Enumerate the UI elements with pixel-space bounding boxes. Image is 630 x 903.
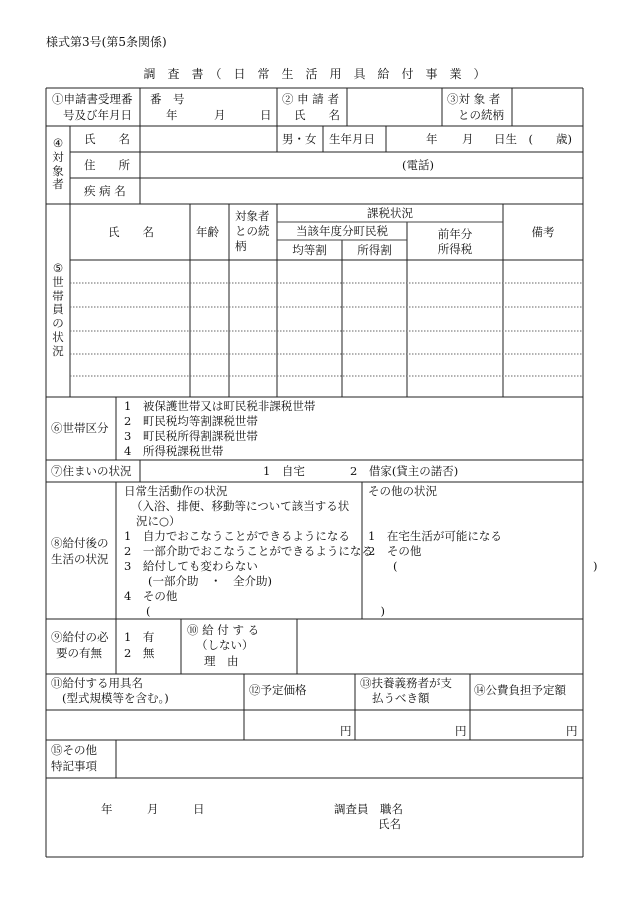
- adl-option-3: 3 給付しても変わらない: [124, 559, 258, 573]
- subject-dob-year: 年: [426, 132, 438, 146]
- household-col-age: 年齢: [196, 225, 219, 239]
- receipt-number-label: 番 号: [150, 92, 185, 106]
- housing-option-rent: 2 借家(貸主の諾否): [350, 464, 459, 478]
- guardian-burden-label-2: 払うべき額: [372, 691, 430, 705]
- after-label: ⑧給付後の: [51, 536, 109, 550]
- footer-day: 日: [193, 802, 205, 816]
- subject-disease-label: 疾 病 名: [84, 184, 126, 198]
- investigator-name-label: 氏名: [378, 817, 401, 831]
- housing-label: ⑦住まいの状況: [51, 464, 132, 478]
- category-label: ⑥世帯区分: [51, 421, 109, 435]
- category-item-1: 1 被保護世帯又は町民税非課税世帯: [124, 399, 316, 413]
- other-option-1: 1 在宅生活が可能になる: [368, 529, 502, 543]
- investigator-title: 調査員 職名: [334, 802, 403, 816]
- form-title: 調 査 書 （ 日 常 生 活 用 具 給 付 事 業 ）: [143, 67, 486, 81]
- remarks-label: ⑮その他: [51, 743, 97, 757]
- receipt-label: ①申請書受理番: [52, 92, 133, 106]
- necessity-no: 2 無: [124, 646, 155, 660]
- household-col-relation-2: との続: [235, 224, 270, 238]
- adl-note-2: 況に○）: [136, 514, 181, 528]
- adl-note: （入浴、排便、移動等について該当する状: [131, 499, 350, 513]
- subject-dob-month: 月: [462, 132, 474, 146]
- subject-dob-label: 生年月日: [329, 132, 375, 146]
- household-col-relation: 対象者: [235, 209, 270, 223]
- category-item-3: 3 町民税所得割課税世帯: [124, 429, 258, 443]
- reason-label-2: （しない）: [196, 638, 254, 652]
- necessity-label: ⑨給付の必: [51, 630, 109, 644]
- public-burden-label: ⑭公費負担予定額: [474, 683, 566, 697]
- planned-price-label: ⑫予定価格: [249, 683, 307, 697]
- item-name-label-2: (型式規模等を含む。): [62, 691, 169, 705]
- after-label-2: 生活の状況: [51, 552, 109, 566]
- subject-address-label: 住 所: [84, 158, 130, 172]
- category-item-4: 4 所得税課税世帯: [124, 444, 224, 458]
- household-col-prev-2: 所得税: [437, 242, 473, 256]
- relation-label: ③対 象 者: [447, 92, 501, 106]
- adl-title: 日常生活動作の状況: [124, 484, 228, 498]
- subject-sex: 男・女: [282, 132, 317, 146]
- receipt-label-2: 号及び年月日: [63, 108, 132, 122]
- applicant-label: ② 申 請 者: [282, 92, 339, 106]
- form-number: 様式第3号(第5条関係): [46, 35, 167, 49]
- household-col-relation-3: 柄: [235, 239, 247, 253]
- remarks-label-2: 特記事項: [51, 759, 97, 773]
- price-yen-unit: 円: [340, 724, 352, 738]
- public-yen-unit: 円: [566, 724, 578, 738]
- subject-phone: (電話): [402, 158, 434, 172]
- adl-option-3-note: (一部介助 ・ 全介助): [148, 574, 272, 588]
- household-col-tax: 課税状況: [367, 206, 413, 220]
- reason-label-3: 理 由: [204, 654, 239, 668]
- necessity-label-2: 要の有無: [56, 646, 102, 660]
- other-option-paren: ( ): [393, 559, 598, 573]
- adl-option-4: 4 その他: [124, 589, 178, 603]
- household-col-tax-current: 当該年度分町民税: [296, 224, 388, 238]
- guardian-burden-label: ⑬扶養義務者が支: [360, 676, 452, 690]
- household-col-income: 所得割: [357, 243, 392, 257]
- receipt-year: 年: [166, 108, 178, 122]
- adl-option-1: 1 自力でおこなうことができるようになる: [124, 529, 350, 543]
- guardian-yen-unit: 円: [455, 724, 467, 738]
- adl-option-2: 2 一部介助でおこなうことができるようになる: [124, 544, 373, 558]
- adl-option-4-paren: ( ): [146, 604, 385, 618]
- footer-year: 年: [101, 802, 113, 816]
- subject-dob-suffix: 日生 ( 歳): [494, 132, 572, 146]
- relation-label-2: との続柄: [458, 108, 504, 122]
- household-col-prev: 前年分: [437, 227, 473, 241]
- reason-label: ⑩ 給 付 す る: [187, 623, 260, 637]
- household-col-name: 氏 名: [108, 225, 154, 239]
- necessity-yes: 1 有: [124, 630, 155, 644]
- subject-name-label: 氏 名: [84, 132, 130, 146]
- category-item-2: 2 町民税均等割課税世帯: [124, 414, 258, 428]
- other-title: その他の状況: [368, 484, 437, 498]
- household-col-per-capita: 均等割: [292, 243, 327, 257]
- subject-section-label: ④ 対 象 者: [52, 136, 64, 192]
- item-name-label: ⑪給付する用具名: [51, 676, 143, 690]
- other-option-2: 2 その他: [368, 544, 422, 558]
- applicant-name-label: 氏 名: [294, 108, 340, 122]
- receipt-month: 月: [214, 108, 226, 122]
- household-col-remarks: 備考: [531, 225, 555, 239]
- housing-option-own: 1 自宅: [263, 464, 305, 478]
- footer-month: 月: [147, 802, 159, 816]
- household-section-label: ⑤ 世 帯 員 の 状 況: [52, 261, 64, 358]
- receipt-day: 日: [260, 108, 272, 122]
